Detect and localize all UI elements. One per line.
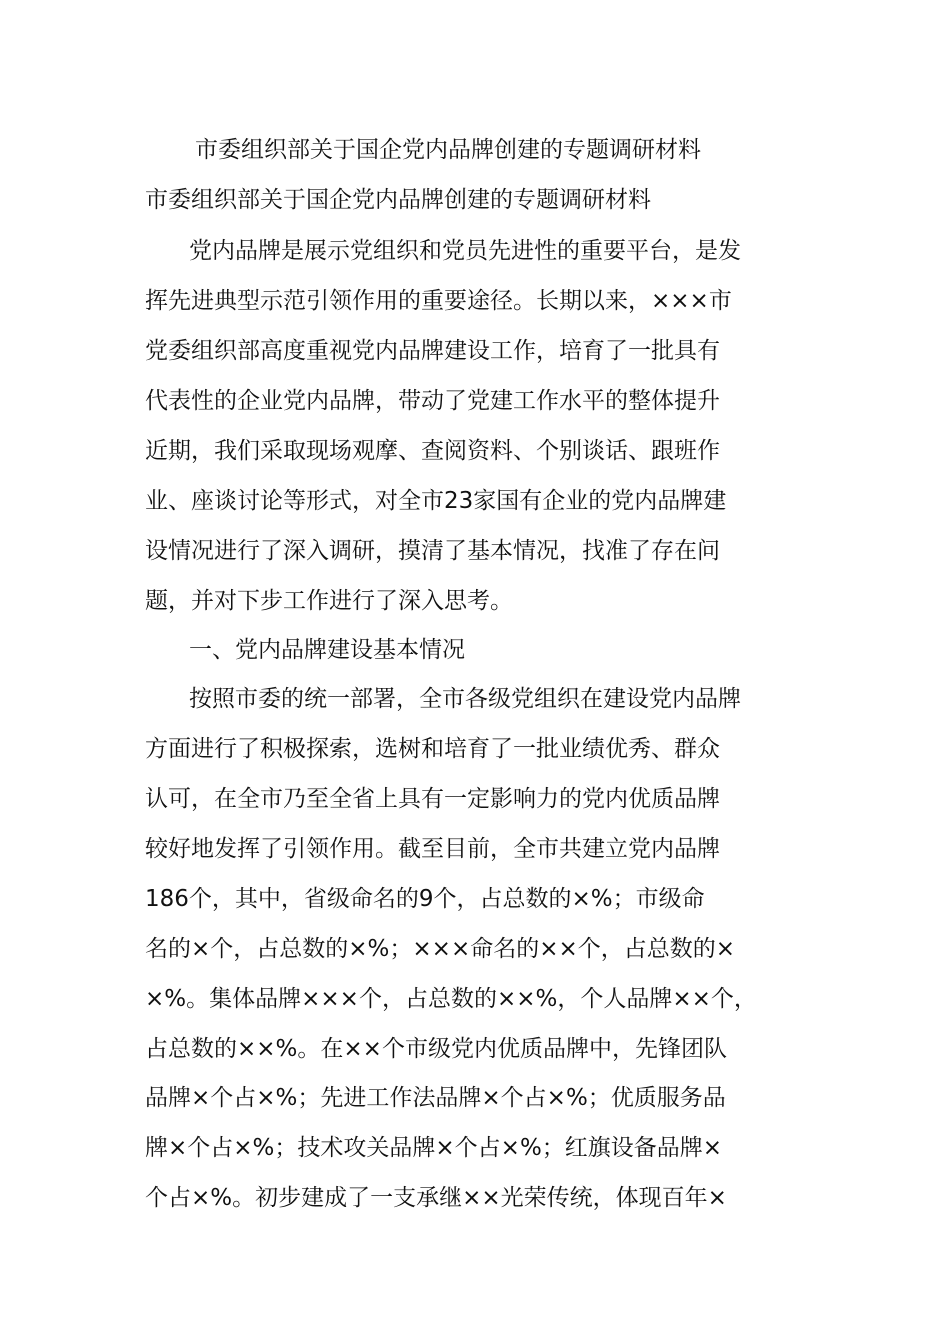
document-title: 市委组织部关于国企党内品牌创建的专题调研材料 [195, 137, 701, 163]
paragraph-line: 较好地发挥了引领作用。截至目前，全市共建立党内品牌 [145, 836, 720, 862]
paragraph-line: 认可，在全市乃至全省上具有一定影响力的党内优质品牌 [145, 786, 720, 812]
paragraph-line: 186个，其中，省级命名的9个，占总数的×%；市级命 [145, 886, 705, 912]
paragraph-line: 业、座谈讨论等形式，对全市23家国有企业的党内品牌建 [145, 488, 727, 514]
paragraph-line: 品牌×个占×%；先进工作法品牌×个占×%；优质服务品 [145, 1085, 726, 1111]
paragraph-line: 代表性的企业党内品牌，带动了党建工作水平的整体提升 [145, 388, 720, 414]
paragraph-line: 题，并对下步工作进行了深入思考。 [145, 588, 513, 614]
paragraph-line: 党内品牌是展示党组织和党员先进性的重要平台，是发 [189, 238, 741, 264]
paragraph-line: 近期，我们采取现场观摩、查阅资料、个别谈话、跟班作 [145, 438, 720, 464]
section-heading: 一、党内品牌建设基本情况 [189, 637, 465, 663]
paragraph-line: 党委组织部高度重视党内品牌建设工作，培育了一批具有 [145, 338, 720, 364]
paragraph-line: 按照市委的统一部署，全市各级党组织在建设党内品牌 [189, 686, 741, 712]
paragraph-line: 设情况进行了深入调研，摸清了基本情况，找准了存在问 [145, 538, 720, 564]
paragraph-line: 牌×个占×%；技术攻关品牌×个占×%；红旗设备品牌× [145, 1135, 723, 1161]
paragraph-line: 挥先进典型示范引领作用的重要途径。长期以来，×××市 [145, 288, 732, 314]
paragraph-line: 方面进行了积极探索，选树和培育了一批业绩优秀、群众 [145, 736, 720, 762]
paragraph-line: ×%。集体品牌×××个，占总数的××%，个人品牌××个， [145, 986, 757, 1012]
paragraph-line: 占总数的××%。在××个市级党内优质品牌中，先锋团队 [145, 1036, 727, 1062]
paragraph-line: 个占×%。初步建成了一支承继××光荣传统，体现百年× [145, 1185, 727, 1211]
document-subtitle: 市委组织部关于国企党内品牌创建的专题调研材料 [145, 187, 651, 213]
paragraph-line: 名的×个，占总数的×%；×××命名的××个，占总数的× [145, 936, 736, 962]
